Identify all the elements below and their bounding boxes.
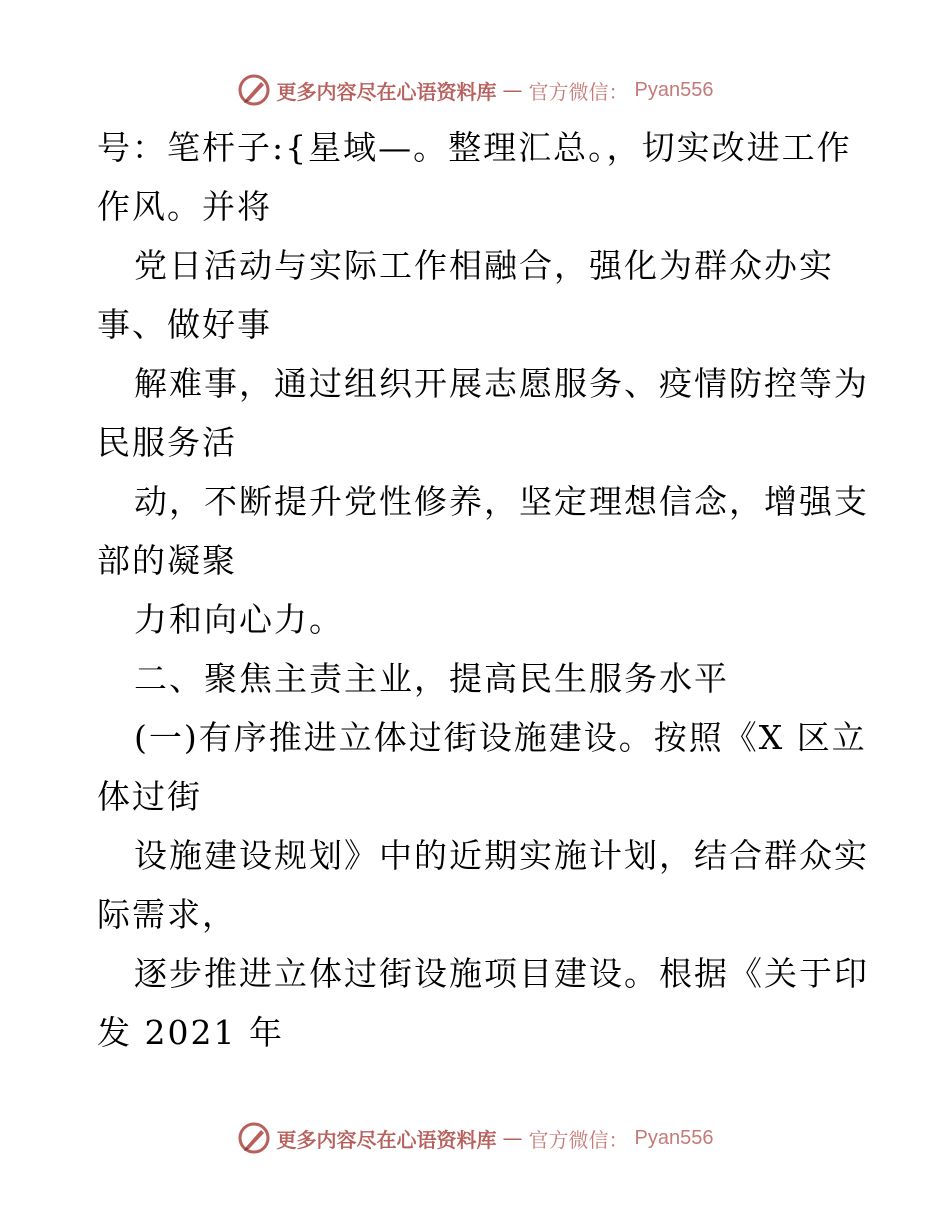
banner-brand-text: 更多内容尽在心语资料库 bbox=[276, 1127, 497, 1152]
body-line: 党日活动与实际工作相融合，强化为群众办实 bbox=[134, 246, 834, 285]
body-line: 事、做好事 bbox=[97, 305, 272, 344]
body-line: 动，不断提升党性修养，坚定理想信念，增强支 bbox=[134, 482, 869, 521]
banner-brand-text: 更多内容尽在心语资料库 bbox=[276, 79, 497, 104]
body-line: 逐步推进立体过街设施项目建设。根据《关于印 bbox=[134, 954, 869, 993]
body-line: (一)有序推进立体过街设施建设。按照《X 区立 bbox=[134, 718, 867, 757]
body-line: 发 2021 年 bbox=[97, 1013, 284, 1052]
banner-wechat-handle: Pyan556 bbox=[634, 1126, 714, 1149]
pen-logo-icon bbox=[237, 1121, 271, 1155]
pen-logo-icon bbox=[237, 73, 271, 107]
document-body bbox=[97, 118, 869, 1062]
body-line: 设施建设规划》中的近期实施计划，结合群众实 bbox=[134, 836, 869, 875]
section-heading: 二、聚焦主责主业，提高民生服务水平 bbox=[134, 659, 729, 698]
body-line: 力和向心力。 bbox=[134, 600, 344, 639]
banner-wechat-handle: Pyan556 bbox=[634, 78, 714, 101]
body-line: 体过街 bbox=[97, 777, 202, 816]
banner-wechat-label: 官方微信： bbox=[528, 1127, 629, 1152]
header-banner bbox=[0, 70, 950, 110]
body-line: 际需求， bbox=[97, 895, 237, 934]
footer-banner bbox=[0, 1118, 950, 1158]
banner-separator: — bbox=[502, 1126, 523, 1150]
body-line: 解难事，通过组织开展志愿服务、疫情防控等为 bbox=[134, 364, 869, 403]
body-line: 号：笔杆子:{星域—。整理汇总。，切实改进工作 bbox=[97, 128, 852, 167]
body-line: 部的凝聚 bbox=[97, 541, 237, 580]
body-line: 作风。并将 bbox=[97, 187, 272, 226]
banner-separator: — bbox=[502, 78, 523, 102]
body-line: 民服务活 bbox=[97, 423, 237, 462]
banner-wechat-label: 官方微信： bbox=[528, 79, 629, 104]
